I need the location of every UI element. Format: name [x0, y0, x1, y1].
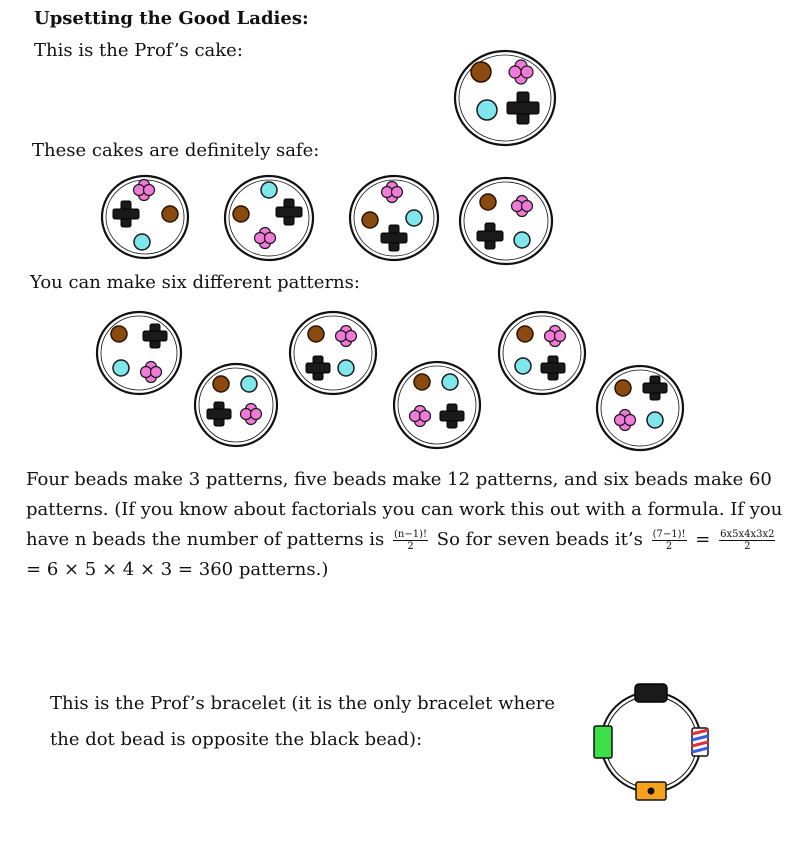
- bracelet-text-line-2: the dot bead is opposite the black bead):: [50, 729, 423, 750]
- safe-cake-3: [348, 174, 440, 262]
- safe-cake-2: [223, 174, 315, 262]
- six-patterns-label: You can make six different patterns:: [30, 272, 360, 293]
- fraction-denominator: 2: [407, 540, 414, 552]
- safe-cakes-label: These cakes are definitely safe:: [32, 140, 320, 161]
- fraction-numerator: (n−1)!: [394, 528, 428, 540]
- prof-cake-label: This is the Prof’s cake:: [34, 40, 243, 61]
- equals-sign: =: [26, 559, 42, 580]
- brown-bead-icon: [471, 62, 491, 82]
- fraction-n-minus-1-factorial: [393, 529, 428, 552]
- orange-dot-bead-icon: [636, 782, 666, 800]
- fraction-numerator: 6x5x4x3x2: [720, 528, 775, 540]
- pattern-cake-3: [288, 310, 378, 396]
- paragraph-part-2: So for seven beads it’s: [436, 529, 643, 550]
- paragraph-part-1: Four beads make 3 patterns, five beads make 12 patterns, and six beads make 60 patterns. (If you know about factorials you can work this out with a formula. If you have n beads the number of patterns is: [26, 469, 783, 550]
- explanation-paragraph: [26, 465, 788, 585]
- bracelet-text-line-1: This is the Prof’s bracelet (it is the only bracelet where: [50, 693, 556, 714]
- fraction-7-minus-1-factorial: [652, 529, 687, 552]
- striped-bead-icon: [692, 728, 708, 756]
- pattern-cake-1: [95, 310, 183, 396]
- cyan-bead-icon: [477, 100, 497, 120]
- fraction-numerator: (7−1)!: [652, 528, 686, 540]
- pattern-cake-6: [595, 364, 685, 452]
- pattern-cake-2: [193, 362, 279, 448]
- paragraph-part-3: 6 × 5 × 4 × 3 = 360 patterns.): [46, 559, 329, 580]
- page-heading: Upsetting the Good Ladies:: [34, 8, 309, 29]
- prof-cake-illustration: [453, 48, 557, 148]
- pattern-cake-4: [392, 360, 482, 450]
- safe-cake-1: [100, 174, 190, 260]
- safe-cake-4: [458, 176, 554, 266]
- equals-sign: =: [695, 529, 711, 550]
- green-bead-icon: [594, 726, 612, 758]
- fraction-denominator: 2: [665, 540, 673, 552]
- fraction-denominator: 2: [744, 540, 751, 552]
- fraction-product: [719, 529, 775, 552]
- prof-bracelet-illustration: [588, 682, 718, 804]
- pattern-cake-5: [497, 310, 587, 396]
- black-bead-icon: [635, 684, 667, 702]
